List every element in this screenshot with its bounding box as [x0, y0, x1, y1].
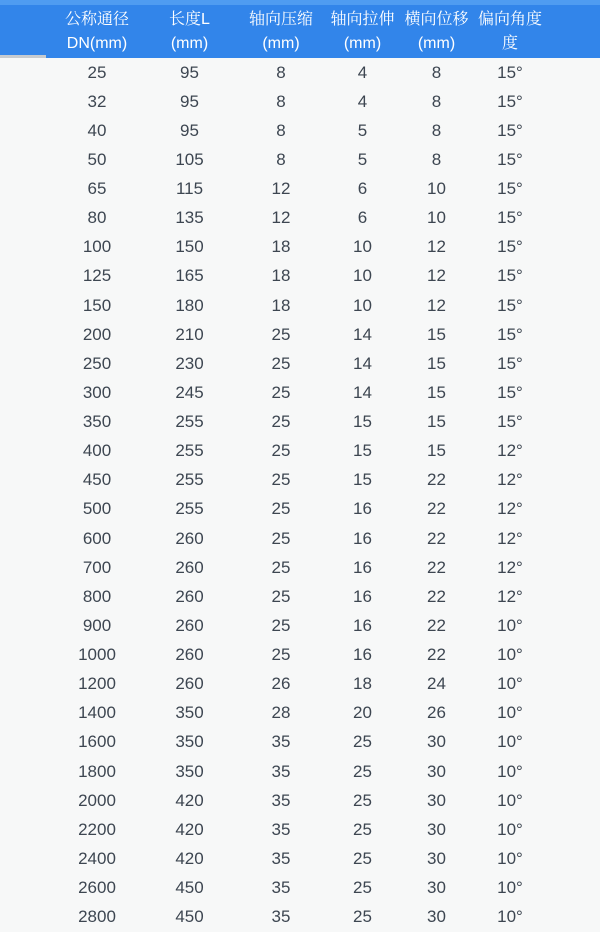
table-cell: 15	[427, 412, 446, 432]
table-cell: 10	[427, 179, 446, 199]
table-cell: 25	[271, 586, 291, 606]
table-cell: 600	[82, 528, 112, 548]
column-header-line2: (mm)	[417, 34, 456, 52]
table-cell: 200	[82, 324, 112, 344]
table-cell: 10°	[497, 907, 523, 927]
table-cell: 16	[353, 586, 372, 606]
column-header-6	[473, 5, 600, 58]
table-cell: 1600	[78, 732, 116, 752]
table-cell: 15	[427, 353, 446, 373]
table-cell: 10°	[497, 615, 523, 635]
table-cell: 10°	[497, 703, 523, 723]
table-cell: 260	[175, 557, 204, 577]
table-cell: 450	[175, 878, 204, 898]
spec-table	[0, 5, 600, 932]
table-cell: 22	[427, 645, 446, 665]
table-cell: 4	[357, 62, 368, 82]
table-cell: 25	[87, 62, 107, 82]
table-row	[0, 233, 600, 262]
table-cell: 2200	[78, 819, 116, 839]
table-cell: 150	[82, 295, 112, 315]
table-cell: 35	[271, 878, 291, 898]
table-row	[0, 495, 600, 524]
table-cell: 10	[353, 266, 372, 286]
table-cell: 15	[427, 382, 446, 402]
table-cell: 25	[271, 353, 291, 373]
table-cell: 14	[353, 353, 372, 373]
column-header-line2: (mm)	[262, 34, 300, 52]
table-cell: 350	[82, 412, 112, 432]
table-cell: 15°	[497, 266, 523, 286]
table-cell: 26	[427, 703, 446, 723]
table-cell: 12°	[497, 528, 523, 548]
table-cell: 25	[271, 528, 291, 548]
table-cell: 12°	[497, 441, 523, 461]
table-cell: 210	[175, 324, 204, 344]
table-cell: 16	[353, 528, 372, 548]
table-cell: 100	[82, 237, 112, 257]
column-header-line1: 公称通径	[64, 10, 129, 28]
table-cell: 15°	[497, 208, 523, 228]
table-cell: 25	[353, 732, 372, 752]
table-cell: 35	[271, 848, 291, 868]
table-cell: 6	[357, 179, 368, 199]
table-cell: 22	[427, 528, 446, 548]
table-cell: 16	[353, 615, 372, 635]
table-cell: 1400	[78, 703, 116, 723]
table-row	[0, 175, 600, 204]
table-cell: 15°	[497, 62, 523, 82]
table-row	[0, 87, 600, 116]
table-cell: 35	[271, 732, 291, 752]
column-header-line2: 度	[501, 34, 518, 52]
table-row	[0, 611, 600, 640]
table-cell: 14	[353, 382, 372, 402]
table-cell: 230	[175, 353, 204, 373]
table-cell: 10°	[497, 645, 523, 665]
table-cell: 12	[271, 208, 291, 228]
table-row	[0, 699, 600, 728]
table-cell: 30	[427, 848, 446, 868]
table-cell: 95	[180, 91, 199, 111]
table-cell: 350	[175, 732, 204, 752]
table-cell: 25	[353, 761, 372, 781]
table-cell: 10°	[497, 732, 523, 752]
table-cell: 30	[427, 761, 446, 781]
table-cell: 16	[353, 645, 372, 665]
table-cell: 6	[357, 208, 368, 228]
table-cell: 260	[175, 615, 204, 635]
table-cell: 25	[271, 645, 291, 665]
table-cell: 18	[271, 237, 291, 257]
table-cell: 12	[427, 237, 446, 257]
table-cell: 450	[82, 470, 112, 490]
table-cell: 12°	[497, 470, 523, 490]
table-cell: 4	[357, 91, 368, 111]
table-cell: 18	[271, 295, 291, 315]
table-row	[0, 262, 600, 291]
table-cell: 5	[357, 120, 368, 140]
table-cell: 65	[87, 179, 107, 199]
table-cell: 255	[175, 470, 204, 490]
table-row	[0, 757, 600, 786]
table-row	[0, 320, 600, 349]
table-cell: 8	[431, 120, 442, 140]
table-cell: 10	[353, 295, 372, 315]
table-cell: 115	[175, 179, 204, 199]
table-cell: 10°	[497, 674, 523, 694]
table-cell: 35	[271, 790, 291, 810]
table-cell: 8	[276, 62, 286, 82]
table-row	[0, 524, 600, 553]
table-cell: 25	[353, 878, 372, 898]
table-cell: 255	[175, 441, 204, 461]
table-row	[0, 466, 600, 495]
column-header-line2: (mm)	[170, 34, 209, 52]
table-cell: 12	[427, 266, 446, 286]
column-header-4	[325, 5, 400, 58]
table-cell: 32	[87, 91, 107, 111]
table-cell: 8	[431, 62, 442, 82]
table-cell: 10°	[497, 790, 523, 810]
table-cell: 180	[175, 295, 204, 315]
table-cell: 22	[427, 470, 446, 490]
table-row	[0, 408, 600, 437]
horizontal-scrollbar-thumb[interactable]	[0, 55, 46, 58]
table-cell: 260	[175, 645, 204, 665]
column-header-3	[237, 5, 325, 58]
table-cell: 2800	[78, 907, 116, 927]
table-cell: 15°	[497, 179, 523, 199]
table-cell: 30	[427, 732, 446, 752]
table-cell: 400	[82, 441, 112, 461]
table-cell: 500	[82, 499, 112, 519]
table-cell: 8	[431, 91, 442, 111]
table-row	[0, 874, 600, 903]
table-row	[0, 349, 600, 378]
table-row	[0, 844, 600, 873]
table-cell: 350	[175, 761, 204, 781]
table-cell: 40	[87, 120, 107, 140]
header-row	[0, 5, 600, 58]
table-cell: 900	[82, 615, 112, 635]
table-cell: 14	[353, 324, 372, 344]
table-cell: 22	[427, 557, 446, 577]
table-cell: 8	[276, 149, 286, 169]
table-cell: 420	[175, 790, 204, 810]
table-cell: 22	[427, 586, 446, 606]
table-cell: 8	[276, 120, 286, 140]
table-cell: 28	[271, 703, 291, 723]
table-cell: 15	[427, 441, 446, 461]
table-cell: 260	[175, 586, 204, 606]
table-cell: 165	[175, 266, 204, 286]
table-cell: 15°	[497, 295, 523, 315]
table-cell: 15°	[497, 324, 523, 344]
table-cell: 25	[271, 324, 291, 344]
table-cell: 15°	[497, 382, 523, 402]
table-cell: 50	[87, 149, 107, 169]
table-cell: 12	[427, 295, 446, 315]
table-cell: 22	[427, 499, 446, 519]
table-cell: 15	[353, 441, 372, 461]
table-cell: 10°	[497, 819, 523, 839]
table-cell: 15°	[497, 91, 523, 111]
table-cell: 25	[271, 499, 291, 519]
table-cell: 80	[87, 208, 107, 228]
table-cell: 2600	[78, 878, 116, 898]
table-cell: 15°	[497, 412, 523, 432]
table-cell: 800	[82, 586, 112, 606]
table-cell: 255	[175, 412, 204, 432]
table-body	[0, 58, 600, 932]
table-cell: 16	[353, 499, 372, 519]
table-cell: 420	[175, 819, 204, 839]
table-cell: 35	[271, 761, 291, 781]
table-cell: 35	[271, 819, 291, 839]
table-cell: 1200	[78, 674, 116, 694]
column-header-1	[0, 5, 142, 58]
table-cell: 26	[271, 674, 291, 694]
table-cell: 15	[427, 324, 446, 344]
table-cell: 25	[353, 819, 372, 839]
table-cell: 8	[276, 91, 286, 111]
table-row	[0, 728, 600, 757]
table-row	[0, 58, 600, 87]
table-cell: 25	[353, 907, 372, 927]
table-cell: 20	[353, 703, 372, 723]
table-cell: 10°	[497, 761, 523, 781]
column-header-2	[142, 5, 237, 58]
table-cell: 245	[175, 382, 204, 402]
table-cell: 420	[175, 848, 204, 868]
table-cell: 30	[427, 907, 446, 927]
table-row	[0, 145, 600, 174]
table-cell: 8	[431, 149, 442, 169]
column-header-line1: 横向位移	[404, 10, 469, 28]
table-row	[0, 204, 600, 233]
table-cell: 18	[353, 674, 372, 694]
table-row	[0, 553, 600, 582]
table-row	[0, 582, 600, 611]
table-cell: 250	[82, 353, 112, 373]
table-cell: 12°	[497, 557, 523, 577]
table-cell: 25	[271, 382, 291, 402]
column-header-line1: 轴向拉伸	[330, 10, 395, 28]
table-cell: 25	[353, 848, 372, 868]
table-cell: 2400	[78, 848, 116, 868]
table-cell: 105	[175, 149, 204, 169]
table-cell: 25	[271, 470, 291, 490]
table-row	[0, 786, 600, 815]
table-cell: 10°	[497, 878, 523, 898]
table-cell: 135	[175, 208, 204, 228]
table-cell: 12°	[497, 499, 523, 519]
table-cell: 10	[427, 208, 446, 228]
table-row	[0, 670, 600, 699]
table-cell: 22	[427, 615, 446, 635]
table-cell: 15°	[497, 353, 523, 373]
table-cell: 700	[82, 557, 112, 577]
table-cell: 15	[353, 412, 372, 432]
table-cell: 2000	[78, 790, 116, 810]
table-cell: 12	[271, 179, 291, 199]
column-header-line1: 长度L	[169, 10, 210, 28]
table-cell: 25	[271, 557, 291, 577]
table-cell: 18	[271, 266, 291, 286]
table-cell: 255	[175, 499, 204, 519]
table-row	[0, 116, 600, 145]
table-cell: 95	[180, 120, 199, 140]
table-header	[0, 5, 600, 58]
column-header-line2: (mm)	[343, 34, 382, 52]
table-cell: 125	[82, 266, 112, 286]
table-cell: 95	[180, 62, 199, 82]
table-cell: 150	[175, 237, 204, 257]
table-cell: 5	[357, 149, 368, 169]
table-row	[0, 641, 600, 670]
table-cell: 12°	[497, 586, 523, 606]
column-header-line1: 偏向角度	[477, 10, 542, 28]
table-cell: 1800	[78, 761, 116, 781]
table-cell: 30	[427, 819, 446, 839]
table-cell: 35	[271, 907, 291, 927]
table-cell: 450	[175, 907, 204, 927]
table-row	[0, 378, 600, 407]
table-cell: 350	[175, 703, 204, 723]
table-row	[0, 903, 600, 932]
table-cell: 15°	[497, 120, 523, 140]
table-cell: 30	[427, 878, 446, 898]
table-cell: 25	[271, 412, 291, 432]
table-row	[0, 437, 600, 466]
column-header-line1: 轴向压缩	[248, 10, 313, 28]
table-cell: 15°	[497, 237, 523, 257]
table-cell: 15	[353, 470, 372, 490]
column-header-5	[400, 5, 473, 58]
table-cell: 260	[175, 674, 204, 694]
table-cell: 15°	[497, 149, 523, 169]
table-cell: 300	[82, 382, 112, 402]
table-cell: 25	[353, 790, 372, 810]
table-cell: 25	[271, 441, 291, 461]
table-cell: 260	[175, 528, 204, 548]
column-header-line2: DN(mm)	[66, 34, 128, 52]
table-cell: 16	[353, 557, 372, 577]
table-cell: 10°	[497, 848, 523, 868]
table-row	[0, 291, 600, 320]
table-cell: 1000	[78, 645, 116, 665]
table-cell: 10	[353, 237, 372, 257]
table-row	[0, 815, 600, 844]
table-cell: 25	[271, 615, 291, 635]
table-cell: 24	[427, 674, 446, 694]
table-cell: 30	[427, 790, 446, 810]
